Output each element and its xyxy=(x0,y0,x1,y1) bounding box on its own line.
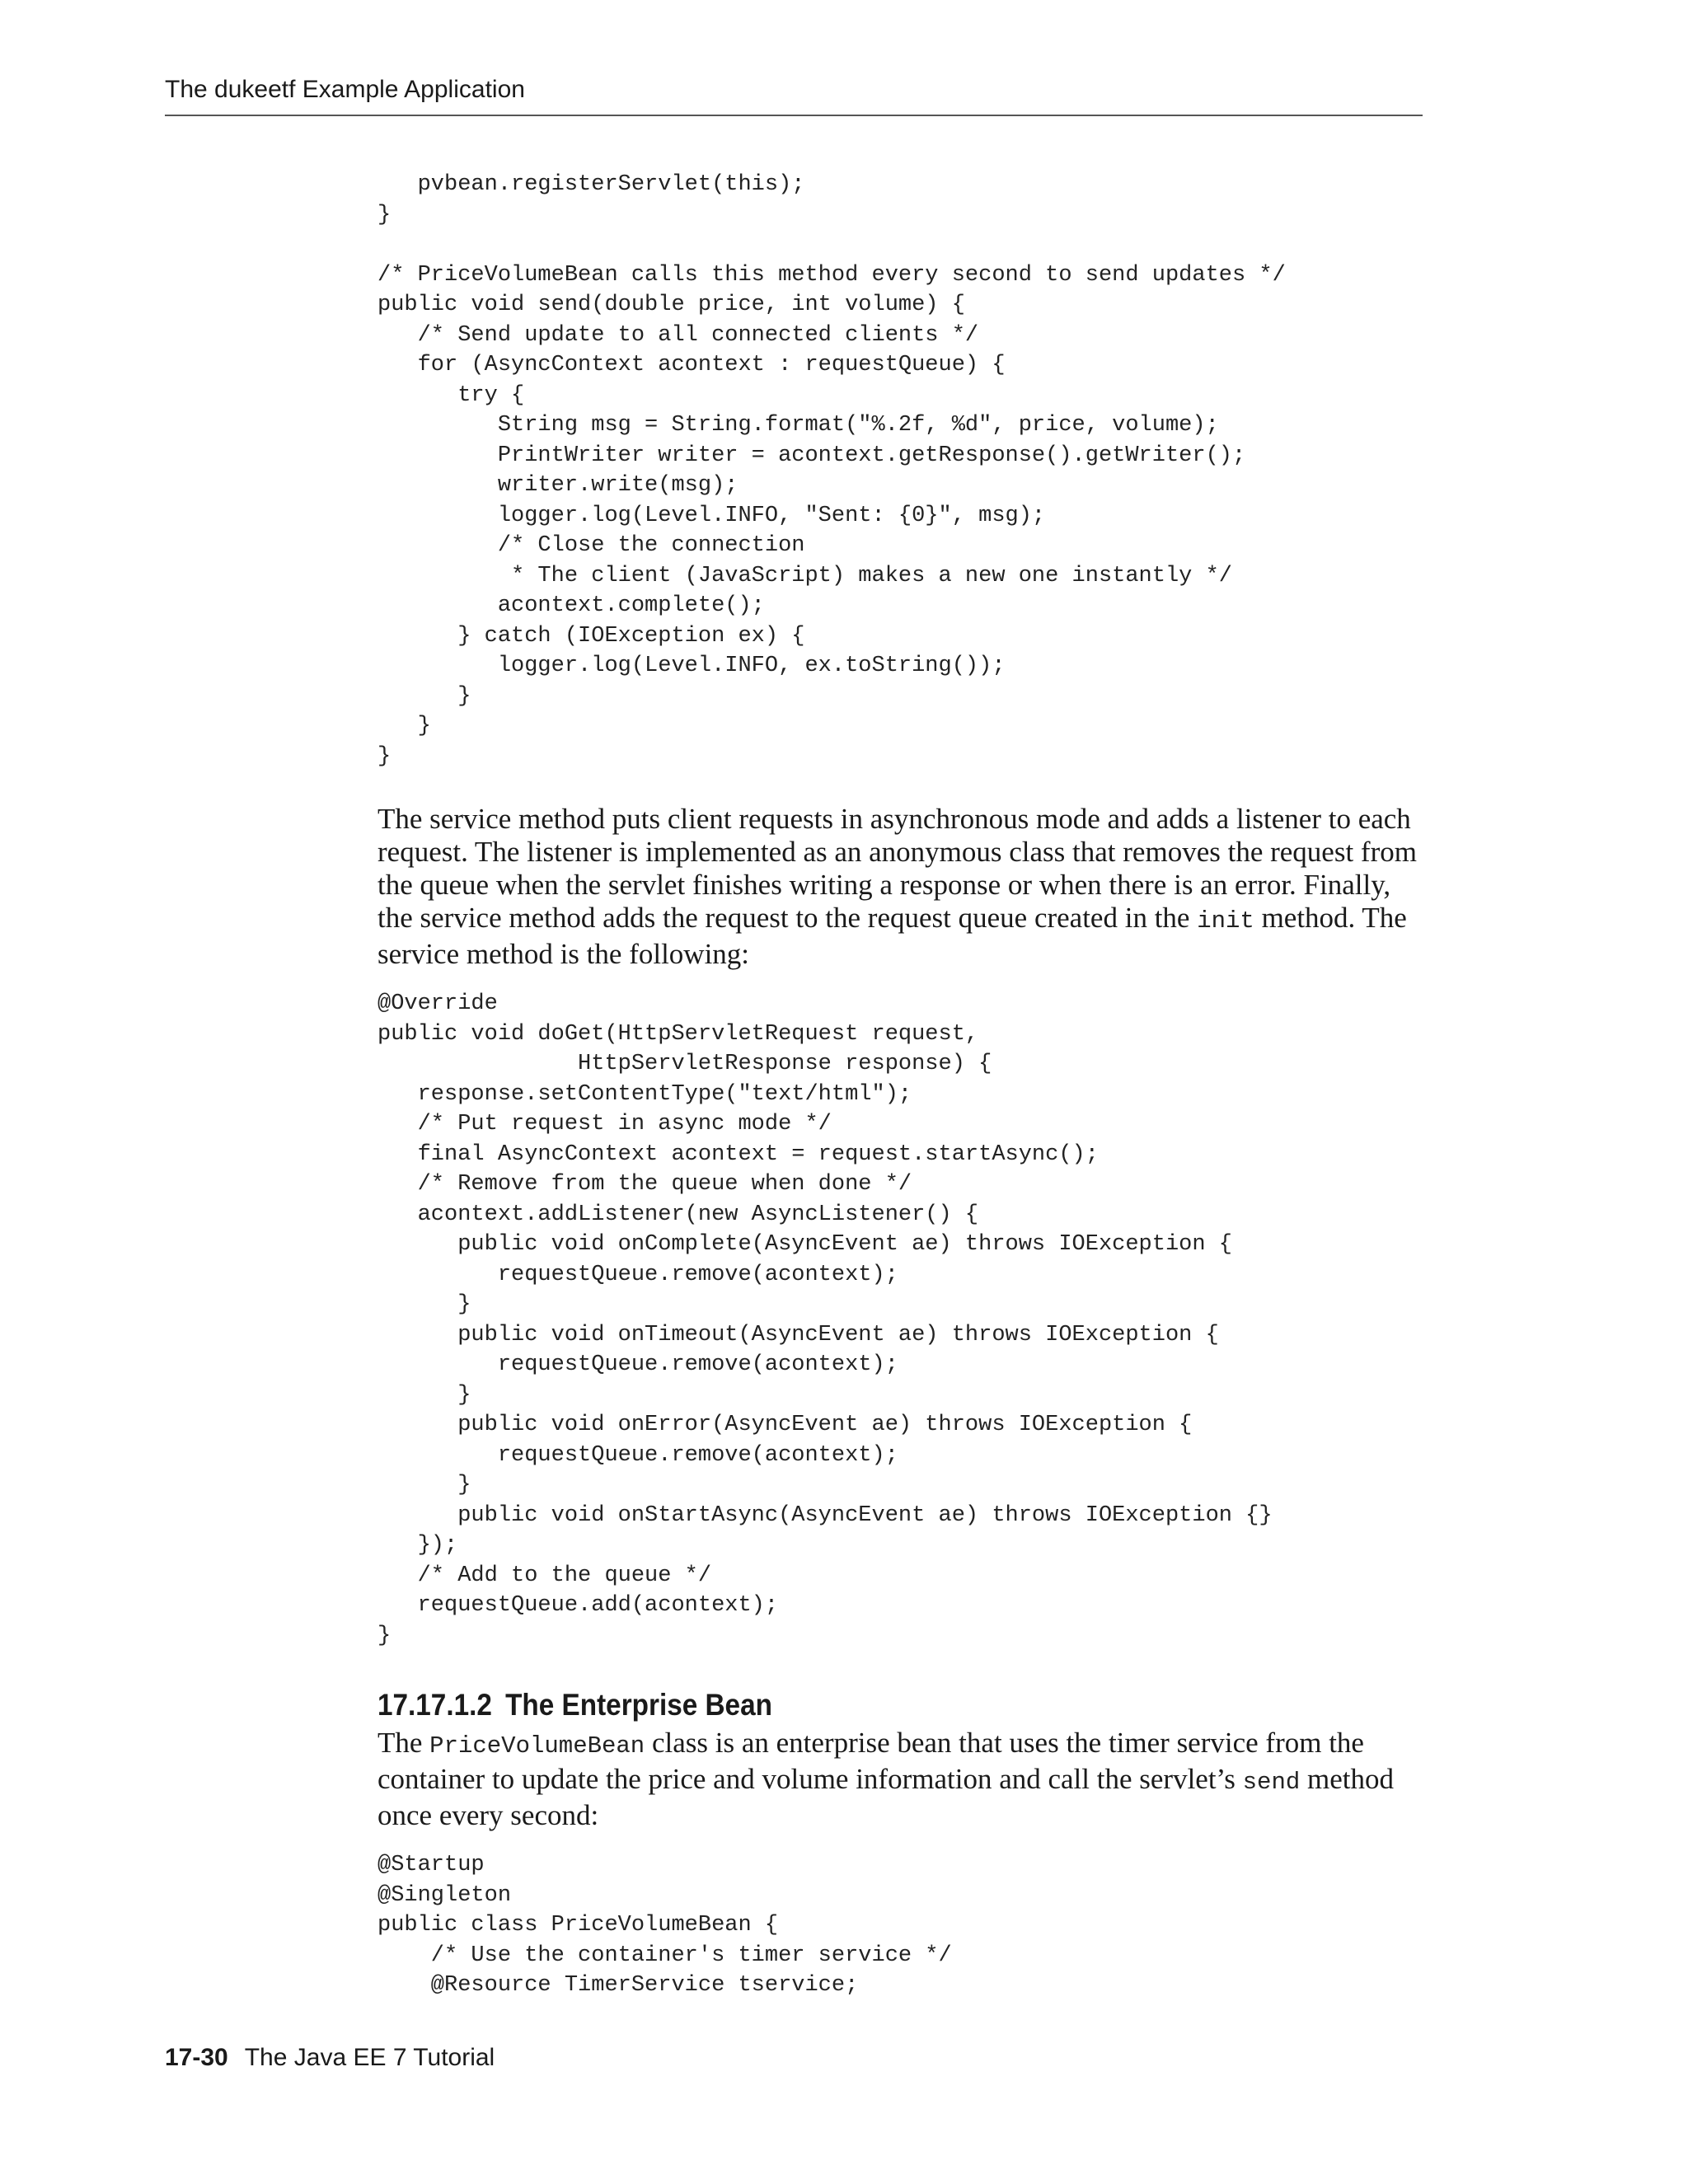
section-heading xyxy=(377,1687,1320,1723)
paragraph-enterprise-bean xyxy=(377,1727,1424,1832)
inline-code-pricevolumebean: PriceVolumeBean xyxy=(429,1732,645,1760)
section-number: 17.17.1.2 xyxy=(377,1688,492,1722)
paragraph-text: The service method puts client requests in asynchronous mode and adds a listener to each request. The listener is implemented as an anonymous class that removes the request from the queue when the servlet finishes writing a response or when there is an error. Finally, the service method adds the request to the request queue created in the xyxy=(377,803,1417,934)
code-block-pricevolumebean-class: @Startup @Singleton public class PriceVolumeBean { /* Use the container's timer service */ @Resource TimerService tservice; xyxy=(377,1853,952,1998)
page-number: 17-30 xyxy=(165,2044,228,2071)
paragraph-service-method xyxy=(377,803,1424,971)
paragraph-text: method once every second: xyxy=(377,1763,1395,1831)
section-title: The Enterprise Bean xyxy=(505,1688,772,1722)
running-header: The dukeetf Example Application xyxy=(165,76,525,103)
book-title: The Java EE 7 Tutorial xyxy=(244,2044,495,2071)
running-footer xyxy=(165,2044,495,2072)
code-block-doget-method: @Override public void doGet(HttpServletRequest request, HttpServletResponse response) { response.setContentType("text/html"); /* Put request in async mode */ final AsyncContext acontext = request.startAsync(); /* Remove from the queue when done */ acontext.addListener(new AsyncListener() { public void onComplete(AsyncEvent ae) throws IOException { requestQueue.remove(acontext); } public void onTimeout(AsyncEvent ae) throws IOException { requestQueue.remove(acontext); } public void onError(AsyncEvent ae) throws IOException { requestQueue.remove(acontext); } public void onStartAsync(AsyncEvent ae) throws IOException {} }); /* Add to the queue */ requestQueue.add(acontext); } xyxy=(377,991,1273,1648)
paragraph-text: The xyxy=(377,1727,430,1759)
paragraph-text: method. The service method is the following: xyxy=(377,902,1407,970)
code-block-send-method: pvbean.registerServlet(this); } /* PriceVolumeBean calls this method every second to send updates */ public void send(double price, int volume) { /* Send update to all connected clients */ for (AsyncContext acontext : requestQueue) { try { String msg = String.format("%.2f, %d", price, volume); PrintWriter writer = acontext.getResponse().getWriter(); writer.write(msg); logger.log(Level.INFO, "Sent: {0}", msg); /* Close the connection * The client (JavaScript) makes a new one instantly */ acontext.complete(); } catch (IOException ex) { logger.log(Level.INFO, ex.toString()); } } } xyxy=(377,172,1286,769)
inline-code-send: send xyxy=(1242,1769,1301,1796)
inline-code-init: init xyxy=(1197,907,1254,935)
page-content xyxy=(377,170,1424,2001)
header-rule xyxy=(165,115,1423,116)
paragraph-text: class is an enterprise bean that uses the timer service from the container to update the price and volume information and call the servlet’s xyxy=(377,1727,1364,1795)
